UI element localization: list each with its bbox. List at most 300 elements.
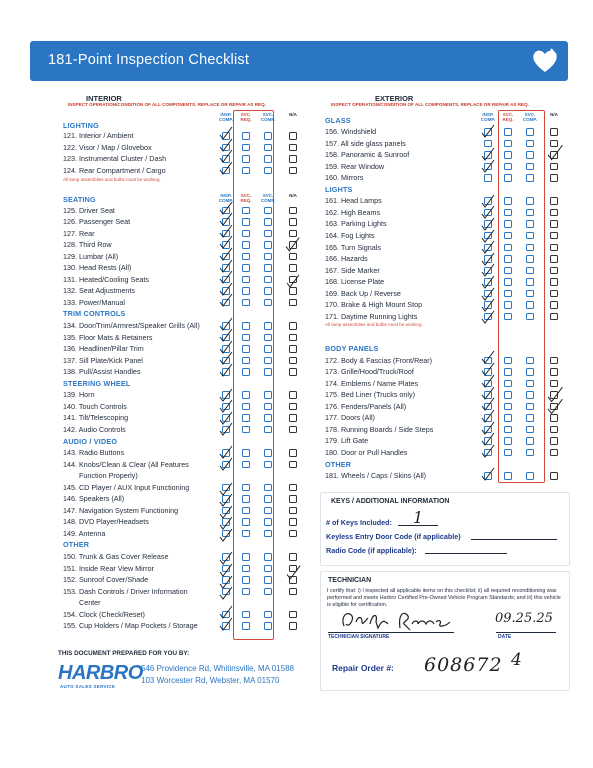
interior-other-checkbox-na[interactable] [289, 565, 297, 573]
item-exterior-body: 175. Bed Liner (Trucks only) [325, 390, 416, 400]
exterior-subtitle: INSPECT OPERATION/CONDITION OF ALL COMPONENTS. REPLACE OR REPAIR AS REQ. [331, 102, 529, 107]
exterior-lights-checkbox-na[interactable] [550, 220, 558, 228]
exterior-lights-checkbox-na[interactable] [550, 255, 558, 263]
interior-audio-checkbox-svc-comp[interactable] [264, 484, 272, 492]
header-bar [30, 41, 568, 81]
interior-other-checkbox-na[interactable] [289, 611, 297, 619]
exterior-body-checkbox-na[interactable] [550, 437, 558, 445]
item-exterior-body: 177. Doors (All) [325, 413, 375, 423]
interior-trim-checkbox-svc-req[interactable] [242, 345, 250, 353]
interior-seating-checkbox-na[interactable] [289, 230, 297, 238]
interior-seating-checkbox-na[interactable] [289, 299, 297, 307]
interior-seating-checkbox-svc-req[interactable] [242, 276, 250, 284]
exterior-body-checkbox-svc-req[interactable] [504, 368, 512, 376]
exterior-lights-checkbox-svc-req[interactable] [504, 232, 512, 240]
interior-audio-checkbox-svc-req[interactable] [242, 495, 250, 503]
item-exterior-body: 173. Grille/Hood/Truck/Roof [325, 367, 414, 377]
interior-other-checkbox-svc-req[interactable] [242, 611, 250, 619]
exterior-other-checkbox-svc-comp[interactable] [526, 472, 534, 480]
exterior-glass-checkbox-na[interactable] [550, 163, 558, 171]
interior-audio-checkbox-svc-req[interactable] [242, 518, 250, 526]
address-whitinsville: 546 Providence Rd, Whitinsville, MA 01588 [141, 664, 294, 673]
interior-seating-checkbox-na[interactable] [289, 264, 297, 272]
exterior-other-checkbox-insp[interactable] [484, 472, 492, 480]
interior-other-checkbox-insp[interactable] [222, 622, 230, 630]
interior-lighting-checkbox-na[interactable] [289, 155, 297, 163]
interior-lighting-checkbox-svc-comp[interactable] [264, 132, 272, 140]
interior-trim-checkbox-svc-req[interactable] [242, 322, 250, 330]
interior-seating-checkbox-insp[interactable] [222, 287, 230, 295]
interior-steering-checkbox-na[interactable] [289, 426, 297, 434]
interior-seating-checkbox-svc-req[interactable] [242, 218, 250, 226]
interior-other-checkbox-svc-comp[interactable] [264, 588, 272, 596]
item-exterior-lights: 171. Daytime Running Lights [325, 311, 418, 321]
category-glass: GLASS [325, 116, 351, 125]
interior-seating-checkbox-insp[interactable] [222, 299, 230, 307]
exterior-body-checkbox-na[interactable] [550, 368, 558, 376]
interior-audio-checkbox-insp[interactable] [222, 507, 230, 515]
interior-steering-checkbox-insp[interactable] [222, 391, 230, 399]
interior-other-checkbox-insp[interactable] [222, 565, 230, 573]
interior-seating-checkbox-svc-comp[interactable] [264, 287, 272, 295]
exterior-glass-checkbox-svc-req[interactable] [504, 163, 512, 171]
exterior-other-checkbox-na[interactable] [550, 472, 558, 480]
item-interior-other: 155. Cup Holders / Map Pockets / Storage [63, 621, 198, 631]
exterior-body-checkbox-svc-comp[interactable] [526, 403, 534, 411]
interior-lighting-checkbox-insp[interactable] [222, 144, 230, 152]
interior-audio-checkbox-svc-req[interactable] [242, 530, 250, 538]
exterior-glass-checkbox-na[interactable] [550, 128, 558, 136]
interior-other-checkbox-svc-req[interactable] [242, 576, 250, 584]
item-exterior-lights: 163. Parking Lights [325, 219, 387, 229]
interior-lighting-checkbox-insp[interactable] [222, 155, 230, 163]
exterior-glass-checkbox-svc-comp[interactable] [526, 128, 534, 136]
exterior-lights-checkbox-svc-req[interactable] [504, 278, 512, 286]
interior-audio-checkbox-svc-comp[interactable] [264, 495, 272, 503]
interior-seating-checkbox-na[interactable] [289, 276, 297, 284]
interior-seating-checkbox-svc-comp[interactable] [264, 276, 272, 284]
interior-seating-checkbox-insp[interactable] [222, 230, 230, 238]
interior-other-checkbox-na[interactable] [289, 576, 297, 584]
exterior-body-checkbox-insp[interactable] [484, 403, 492, 411]
interior-seating-checkbox-na[interactable] [289, 218, 297, 226]
interior-seating-checkbox-svc-req[interactable] [242, 253, 250, 261]
interior-seating-checkbox-insp[interactable] [222, 264, 230, 272]
exterior-glass-colhdr-svc-comp: SVC. COMP. [522, 112, 538, 122]
interior-seating-checkbox-na[interactable] [289, 253, 297, 261]
interior-other-checkbox-svc-req[interactable] [242, 622, 250, 630]
exterior-lights-checkbox-svc-comp[interactable] [526, 244, 534, 252]
interior-seating-checkbox-na[interactable] [289, 241, 297, 249]
interior-audio-checkbox-svc-req[interactable] [242, 484, 250, 492]
exterior-body-checkbox-insp[interactable] [484, 437, 492, 445]
exterior-body-checkbox-svc-comp[interactable] [526, 357, 534, 365]
item-interior-other: 152. Sunroof Cover/Shade [63, 575, 149, 585]
exterior-lights-checkbox-na[interactable] [550, 244, 558, 252]
exterior-body-checkbox-insp[interactable] [484, 414, 492, 422]
interior-audio-checkbox-svc-req[interactable] [242, 507, 250, 515]
exterior-lights-checkbox-svc-comp[interactable] [526, 278, 534, 286]
interior-seating-checkbox-svc-req[interactable] [242, 264, 250, 272]
exterior-body-checkbox-na[interactable] [550, 391, 558, 399]
interior-lighting-colhdr-na: N/A [289, 112, 297, 117]
exterior-body-checkbox-na[interactable] [550, 449, 558, 457]
interior-trim-checkbox-na[interactable] [289, 322, 297, 330]
exterior-lights-checkbox-svc-comp[interactable] [526, 290, 534, 298]
interior-seating-checkbox-svc-req[interactable] [242, 207, 250, 215]
item-interior-trim: 135. Floor Mats & Retainers [63, 332, 153, 342]
exterior-lights-checkbox-svc-req[interactable] [504, 301, 512, 309]
interior-lighting-checkbox-svc-req[interactable] [242, 132, 250, 140]
interior-trim-checkbox-insp[interactable] [222, 357, 230, 365]
exterior-lights-checkbox-na[interactable] [550, 290, 558, 298]
interior-trim-checkbox-na[interactable] [289, 345, 297, 353]
interior-seating-checkbox-svc-req[interactable] [242, 287, 250, 295]
interior-trim-checkbox-insp[interactable] [222, 368, 230, 376]
exterior-lights-checkbox-svc-req[interactable] [504, 313, 512, 321]
exterior-body-checkbox-svc-req[interactable] [504, 391, 512, 399]
item-exterior-lights: 166. Hazards [325, 254, 368, 264]
exterior-lights-checkbox-svc-comp[interactable] [526, 220, 534, 228]
exterior-glass-checkbox-insp[interactable] [484, 128, 492, 136]
exterior-lights-checkbox-svc-req[interactable] [504, 197, 512, 205]
date-label: DATE [498, 634, 512, 640]
exterior-body-checkbox-svc-req[interactable] [504, 380, 512, 388]
exterior-glass-checkbox-insp[interactable] [484, 151, 492, 159]
item-exterior-lights: 167. Side Marker [325, 265, 380, 275]
exterior-lights-checkbox-na[interactable] [550, 209, 558, 217]
interior-lighting-checkbox-na[interactable] [289, 144, 297, 152]
interior-steering-checkbox-svc-req[interactable] [242, 426, 250, 434]
interior-seating-checkbox-na[interactable] [289, 207, 297, 215]
interior-steering-checkbox-na[interactable] [289, 403, 297, 411]
exterior-body-checkbox-na[interactable] [550, 414, 558, 422]
item-interior-lighting: 123. Instrumental Cluster / Dash [63, 154, 167, 164]
interior-audio-checkbox-na[interactable] [289, 530, 297, 538]
category-lights: LIGHTS [325, 184, 353, 194]
exterior-lights-checkbox-na[interactable] [550, 267, 558, 275]
interior-seating-checkbox-svc-req[interactable] [242, 241, 250, 249]
interior-other-checkbox-insp[interactable] [222, 576, 230, 584]
interior-other-checkbox-insp[interactable] [222, 611, 230, 619]
item-interior-seating: 132. Seat Adjustments [63, 286, 135, 296]
exterior-lights-checkbox-insp[interactable] [484, 209, 492, 217]
item-interior-lighting: 122. Visor / Map / Glovebox [63, 142, 152, 152]
exterior-glass-colhdr-na: N/A [550, 112, 558, 117]
exterior-title: EXTERIOR [375, 94, 414, 103]
exterior-lights-checkbox-svc-comp[interactable] [526, 255, 534, 263]
item-interior-audio: 146. Speakers (All) [63, 494, 125, 504]
interior-audio-checkbox-na[interactable] [289, 484, 297, 492]
interior-steering-checkbox-svc-comp[interactable] [264, 403, 272, 411]
item-exterior-glass: 159. Rear Window [325, 161, 385, 171]
exterior-glass-checkbox-na[interactable] [550, 151, 558, 159]
exterior-other-checkbox-svc-req[interactable] [504, 472, 512, 480]
exterior-lights-checkbox-svc-req[interactable] [504, 244, 512, 252]
interior-lighting-colhdr-insp: INSP. COMP. [218, 112, 234, 122]
interior-steering-checkbox-svc-comp[interactable] [264, 414, 272, 422]
interior-seating-checkbox-svc-comp[interactable] [264, 241, 272, 249]
exterior-body-checkbox-svc-req[interactable] [504, 449, 512, 457]
interior-audio-checkbox-svc-req[interactable] [242, 449, 250, 457]
interior-trim-checkbox-svc-req[interactable] [242, 357, 250, 365]
interior-audio-checkbox-insp[interactable] [222, 530, 230, 538]
interior-seating-checkbox-svc-comp[interactable] [264, 230, 272, 238]
interior-trim-checkbox-na[interactable] [289, 334, 297, 342]
item-interior-audio: 148. DVD Player/Headsets [63, 517, 149, 527]
exterior-lights-checkbox-insp[interactable] [484, 267, 492, 275]
radio-code-label: Radio Code (if applicable): [326, 546, 417, 555]
exterior-lights-checkbox-insp[interactable] [484, 197, 492, 205]
exterior-glass-checkbox-svc-req[interactable] [504, 128, 512, 136]
interior-seating-checkbox-insp[interactable] [222, 253, 230, 261]
exterior-lights-checkbox-na[interactable] [550, 313, 558, 321]
exterior-lights-checkbox-svc-comp[interactable] [526, 232, 534, 240]
exterior-lights-checkbox-svc-req[interactable] [504, 209, 512, 217]
interior-lighting-checkbox-svc-comp[interactable] [264, 144, 272, 152]
interior-other-checkbox-svc-comp[interactable] [264, 553, 272, 561]
exterior-glass-checkbox-na[interactable] [550, 174, 558, 182]
exterior-lights-checkbox-insp[interactable] [484, 255, 492, 263]
exterior-body-checkbox-insp[interactable] [484, 391, 492, 399]
interior-audio-checkbox-insp[interactable] [222, 518, 230, 526]
interior-other-checkbox-insp[interactable] [222, 588, 230, 596]
interior-trim-checkbox-svc-req[interactable] [242, 368, 250, 376]
interior-other-checkbox-insp[interactable] [222, 553, 230, 561]
technician-title: TECHNICIAN [328, 577, 372, 584]
interior-audio-checkbox-svc-req[interactable] [242, 461, 250, 469]
interior-seating-checkbox-svc-comp[interactable] [264, 218, 272, 226]
exterior-body-checkbox-insp[interactable] [484, 368, 492, 376]
exterior-body-checkbox-svc-comp[interactable] [526, 426, 534, 434]
prepared-by-label: THIS DOCUMENT PREPARED FOR YOU BY: [58, 650, 190, 657]
interior-seating-checkbox-svc-comp[interactable] [264, 207, 272, 215]
exterior-lights-checkbox-insp[interactable] [484, 313, 492, 321]
interior-audio-checkbox-na[interactable] [289, 449, 297, 457]
interior-trim-checkbox-svc-comp[interactable] [264, 368, 272, 376]
interior-audio-checkbox-na[interactable] [289, 507, 297, 515]
exterior-lights-checkbox-na[interactable] [550, 197, 558, 205]
item-interior-seating: 129. Lumbar (All) [63, 251, 119, 261]
exterior-lights-checkbox-na[interactable] [550, 232, 558, 240]
exterior-body-checkbox-svc-req[interactable] [504, 426, 512, 434]
interior-trim-checkbox-svc-comp[interactable] [264, 345, 272, 353]
exterior-body-checkbox-svc-comp[interactable] [526, 449, 534, 457]
interior-audio-checkbox-svc-comp[interactable] [264, 461, 272, 469]
interior-lighting-checkbox-svc-req[interactable] [242, 167, 250, 175]
exterior-lights-checkbox-insp[interactable] [484, 232, 492, 240]
exterior-body-checkbox-na[interactable] [550, 380, 558, 388]
interior-lighting-checkbox-na[interactable] [289, 132, 297, 140]
item-interior-seating: 127. Rear [63, 228, 95, 238]
interior-audio-checkbox-svc-comp[interactable] [264, 518, 272, 526]
item-interior-audio: 144. Knobs/Clean & Clear (All Features [63, 459, 189, 469]
interior-steering-checkbox-insp[interactable] [222, 403, 230, 411]
category-seating: SEATING [63, 195, 96, 204]
exterior-lights-checkbox-insp[interactable] [484, 290, 492, 298]
interior-steering-checkbox-svc-comp[interactable] [264, 426, 272, 434]
interior-audio-checkbox-insp[interactable] [222, 449, 230, 457]
item-interior-lighting: 124. Rear Compartment / Cargo [63, 165, 166, 175]
exterior-lights-checkbox-insp[interactable] [484, 220, 492, 228]
interior-trim-checkbox-na[interactable] [289, 357, 297, 365]
item-exterior-body: 179. Lift Gate [325, 436, 369, 446]
interior-lighting-checkbox-svc-comp[interactable] [264, 167, 272, 175]
exterior-lights-checkbox-insp[interactable] [484, 301, 492, 309]
date-value: 09.25.25 [495, 611, 553, 626]
interior-trim-checkbox-insp[interactable] [222, 322, 230, 330]
item-interior-trim: 138. Pull/Assist Handles [63, 367, 141, 377]
interior-lighting-checkbox-insp[interactable] [222, 132, 230, 140]
interior-other-checkbox-svc-comp[interactable] [264, 565, 272, 573]
exterior-glass-checkbox-svc-comp[interactable] [526, 174, 534, 182]
item-interior-seating: 126. Passenger Seat [63, 217, 131, 227]
interior-seating-checkbox-svc-req[interactable] [242, 230, 250, 238]
exterior-body-checkbox-na[interactable] [550, 403, 558, 411]
exterior-lights-checkbox-svc-comp[interactable] [526, 209, 534, 217]
exterior-body-checkbox-insp[interactable] [484, 380, 492, 388]
exterior-body-checkbox-svc-comp[interactable] [526, 414, 534, 422]
num-keys-label: # of Keys Included: [326, 518, 392, 527]
interior-other-checkbox-svc-comp[interactable] [264, 576, 272, 584]
interior-audio-checkbox-svc-comp[interactable] [264, 507, 272, 515]
exterior-glass-checkbox-na[interactable] [550, 140, 558, 148]
exterior-lights-checkbox-na[interactable] [550, 278, 558, 286]
item-interior-other: 153. Dash Controls / Driver Information [63, 586, 188, 596]
interior-seating-checkbox-insp[interactable] [222, 276, 230, 284]
item-exterior-lights: 169. Back Up / Reverse [325, 288, 401, 298]
page-title: 181-Point Inspection Checklist [48, 52, 250, 68]
exterior-glass-checkbox-svc-req[interactable] [504, 140, 512, 148]
item-interior-trim: 136. Headliner/Pillar Trim [63, 344, 144, 354]
exterior-lights-checkbox-svc-comp[interactable] [526, 197, 534, 205]
interior-steering-checkbox-insp[interactable] [222, 426, 230, 434]
interior-other-checkbox-na[interactable] [289, 553, 297, 561]
exterior-body-checkbox-na[interactable] [550, 426, 558, 434]
interior-seating-checkbox-svc-comp[interactable] [264, 299, 272, 307]
exterior-body-checkbox-na[interactable] [550, 357, 558, 365]
exterior-glass-checkbox-insp[interactable] [484, 163, 492, 171]
interior-other-checkbox-na[interactable] [289, 622, 297, 630]
interior-lighting-checkbox-svc-req[interactable] [242, 155, 250, 163]
interior-audio-checkbox-svc-comp[interactable] [264, 449, 272, 457]
interior-audio-checkbox-insp[interactable] [222, 484, 230, 492]
interior-seating-colhdr-na: N/A [289, 193, 297, 198]
interior-trim-checkbox-svc-comp[interactable] [264, 334, 272, 342]
interior-other-checkbox-svc-comp[interactable] [264, 611, 272, 619]
exterior-lights-checkbox-svc-req[interactable] [504, 290, 512, 298]
interior-trim-checkbox-na[interactable] [289, 368, 297, 376]
interior-title: INTERIOR [86, 94, 122, 103]
item-interior-other: Center [79, 598, 101, 608]
exterior-body-checkbox-svc-req[interactable] [504, 403, 512, 411]
interior-seating-checkbox-svc-comp[interactable] [264, 264, 272, 272]
exterior-glass-checkbox-svc-req[interactable] [504, 174, 512, 182]
item-exterior-glass: 157. All side glass panels [325, 138, 406, 148]
exterior-lights-checkbox-svc-req[interactable] [504, 267, 512, 275]
interior-lighting-checkbox-svc-req[interactable] [242, 144, 250, 152]
exterior-glass-checkbox-svc-comp[interactable] [526, 140, 534, 148]
item-interior-seating: 130. Head Rests (All) [63, 263, 132, 273]
exterior-lights-checkbox-insp[interactable] [484, 278, 492, 286]
item-interior-steering: 139. Horn [63, 390, 95, 400]
exterior-body-checkbox-svc-comp[interactable] [526, 391, 534, 399]
interior-trim-checkbox-svc-comp[interactable] [264, 322, 272, 330]
category-lighting: LIGHTING [63, 121, 99, 130]
exterior-body-checkbox-insp[interactable] [484, 426, 492, 434]
exterior-body-checkbox-svc-req[interactable] [504, 414, 512, 422]
exterior-body-checkbox-svc-req[interactable] [504, 357, 512, 365]
interior-steering-checkbox-svc-req[interactable] [242, 391, 250, 399]
exterior-glass-checkbox-svc-comp[interactable] [526, 163, 534, 171]
keyless-label: Keyless Entry Door Code (if applicable) [326, 532, 461, 541]
interior-lighting-checkbox-na[interactable] [289, 167, 297, 175]
exterior-glass-checkbox-insp[interactable] [484, 174, 492, 182]
interior-steering-checkbox-na[interactable] [289, 391, 297, 399]
interior-steering-checkbox-insp[interactable] [222, 414, 230, 422]
interior-other-checkbox-svc-req[interactable] [242, 588, 250, 596]
interior-audio-checkbox-na[interactable] [289, 461, 297, 469]
exterior-lights-checkbox-svc-comp[interactable] [526, 267, 534, 275]
interior-other-checkbox-na[interactable] [289, 588, 297, 596]
interior-trim-checkbox-insp[interactable] [222, 334, 230, 342]
exterior-lights-checkbox-svc-comp[interactable] [526, 301, 534, 309]
exterior-lights-checkbox-svc-comp[interactable] [526, 313, 534, 321]
exterior-glass-checkbox-insp[interactable] [484, 140, 492, 148]
interior-steering-checkbox-na[interactable] [289, 414, 297, 422]
interior-seating-checkbox-svc-req[interactable] [242, 299, 250, 307]
interior-audio-checkbox-svc-comp[interactable] [264, 530, 272, 538]
interior-other-checkbox-svc-req[interactable] [242, 553, 250, 561]
item-exterior-glass: 160. Mirrors [325, 173, 364, 183]
item-interior-seating: 133. Power/Manual [63, 297, 125, 307]
exterior-body-checkbox-insp[interactable] [484, 357, 492, 365]
exterior-glass-checkbox-svc-comp[interactable] [526, 151, 534, 159]
interior-steering-checkbox-svc-req[interactable] [242, 414, 250, 422]
item-interior-trim: 137. Sill Plate/Kick Panel [63, 355, 143, 365]
exterior-body-checkbox-svc-comp[interactable] [526, 380, 534, 388]
exterior-lights-checkbox-svc-req[interactable] [504, 255, 512, 263]
interior-seating-checkbox-insp[interactable] [222, 218, 230, 226]
interior-other-checkbox-svc-comp[interactable] [264, 622, 272, 630]
interior-audio-checkbox-insp[interactable] [222, 495, 230, 503]
interior-audio-checkbox-na[interactable] [289, 495, 297, 503]
interior-audio-checkbox-na[interactable] [289, 518, 297, 526]
interior-seating-checkbox-na[interactable] [289, 287, 297, 295]
interior-seating-checkbox-insp[interactable] [222, 241, 230, 249]
exterior-body-checkbox-svc-comp[interactable] [526, 368, 534, 376]
interior-seating-checkbox-svc-comp[interactable] [264, 253, 272, 261]
interior-trim-checkbox-insp[interactable] [222, 345, 230, 353]
interior-lighting-checkbox-svc-comp[interactable] [264, 155, 272, 163]
exterior-lights-checkbox-na[interactable] [550, 301, 558, 309]
interior-seating-checkbox-insp[interactable] [222, 207, 230, 215]
interior-lighting-checkbox-insp[interactable] [222, 167, 230, 175]
exterior-body-checkbox-svc-comp[interactable] [526, 437, 534, 445]
exterior-body-checkbox-svc-req[interactable] [504, 437, 512, 445]
exterior-body-checkbox-insp[interactable] [484, 449, 492, 457]
technician-signature [338, 606, 456, 634]
interior-other-checkbox-svc-req[interactable] [242, 565, 250, 573]
interior-steering-checkbox-svc-req[interactable] [242, 403, 250, 411]
exterior-glass-checkbox-svc-req[interactable] [504, 151, 512, 159]
interior-steering-checkbox-svc-comp[interactable] [264, 391, 272, 399]
interior-trim-checkbox-svc-req[interactable] [242, 334, 250, 342]
exterior-lights-checkbox-insp[interactable] [484, 244, 492, 252]
exterior-lights-checkbox-svc-req[interactable] [504, 220, 512, 228]
interior-audio-checkbox-insp[interactable] [222, 461, 230, 469]
interior-trim-checkbox-svc-comp[interactable] [264, 357, 272, 365]
